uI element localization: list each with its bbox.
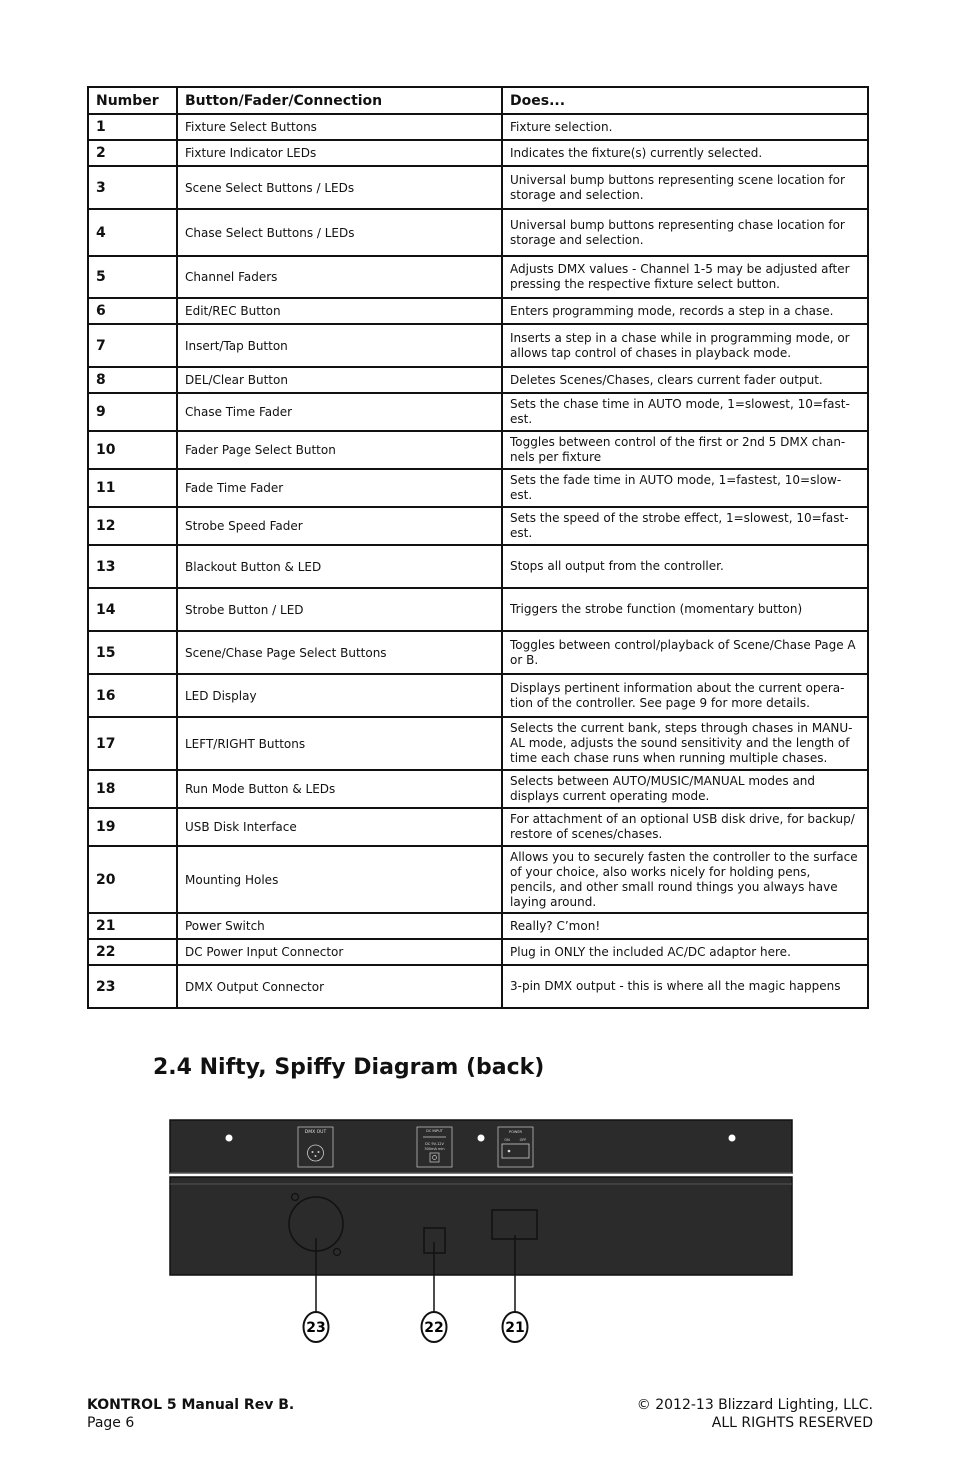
table-row (88, 431, 868, 469)
row-control-name: Blackout Button & LED (177, 545, 502, 588)
mounting-hole (729, 1135, 736, 1142)
row-number: 9 (88, 393, 177, 431)
row-number: 4 (88, 209, 177, 256)
row-number: 5 (88, 256, 177, 298)
table-header-row (88, 87, 868, 114)
svg-text:21: 21 (505, 1320, 525, 1336)
svg-text:ON: ON (504, 1138, 510, 1142)
table-row (88, 140, 868, 166)
row-description: Sets the fade time in AUTO mode, 1=fastest, 10=slow- est. (502, 469, 868, 507)
table-row (88, 507, 868, 545)
header-number: Number (88, 87, 177, 114)
section-title: 2.4 Nifty, Spiffy Diagram (back) (153, 1055, 545, 1080)
header-name: Button/Fader/Connection (177, 87, 502, 114)
row-control-name: Run Mode Button & LEDs (177, 770, 502, 808)
footer-right (637, 1396, 873, 1432)
table-body (88, 114, 868, 1008)
row-description: Displays pertinent information about the current opera- tion of the controller. See page 9 for more details. (502, 674, 868, 717)
svg-text:OFF: OFF (519, 1138, 527, 1142)
callout-21 (503, 1312, 528, 1342)
page-number: Page 6 (87, 1415, 135, 1431)
row-description: Sets the speed of the strobe effect, 1=slowest, 10=fast- est. (502, 507, 868, 545)
svg-text:23: 23 (306, 1320, 326, 1336)
table-row (88, 674, 868, 717)
row-description: Enters programming mode, records a step in a chase. (502, 298, 868, 324)
table-row (88, 256, 868, 298)
manual-title: KONTROL 5 Manual Rev B. (87, 1397, 295, 1413)
copyright: © 2012-13 Blizzard Lighting, LLC. (636, 1397, 873, 1413)
row-number: 15 (88, 631, 177, 674)
row-description: Selects between AUTO/MUSIC/MANUAL modes and displays current operating mode. (502, 770, 868, 808)
row-control-name: Scene/Chase Page Select Buttons (177, 631, 502, 674)
row-description: Toggles between control of the first or 2nd 5 DMX chan- nels per fixture (502, 431, 868, 469)
row-control-name: Insert/Tap Button (177, 324, 502, 367)
row-description: Fixture selection. (502, 114, 868, 140)
table-row (88, 717, 868, 770)
row-control-name: Channel Faders (177, 256, 502, 298)
row-description: Inserts a step in a chase while in programming mode, or allows tap control of chases in playback mode. (502, 324, 868, 367)
table-row (88, 469, 868, 507)
power-switch (492, 1210, 537, 1239)
row-number: 7 (88, 324, 177, 367)
row-number: 16 (88, 674, 177, 717)
row-number: 14 (88, 588, 177, 631)
table-row (88, 965, 868, 1008)
row-number: 23 (88, 965, 177, 1008)
row-number: 1 (88, 114, 177, 140)
row-description: Universal bump buttons representing chase location for storage and selection. (502, 209, 868, 256)
row-description: Selects the current bank, steps through chases in MANU- AL mode, adjusts the sound sensitivity and the length of time each chase runs when running multiple chases. (502, 717, 868, 770)
table-row (88, 324, 868, 367)
row-control-name: Scene Select Buttons / LEDs (177, 166, 502, 209)
row-number: 10 (88, 431, 177, 469)
table-row (88, 939, 868, 965)
row-control-name: Edit/REC Button (177, 298, 502, 324)
row-description: Really? C’mon! (502, 913, 868, 939)
row-number: 3 (88, 166, 177, 209)
row-number: 6 (88, 298, 177, 324)
table-row (88, 631, 868, 674)
row-number: 12 (88, 507, 177, 545)
svg-text:DMX OUT: DMX OUT (304, 1130, 327, 1135)
row-control-name: DMX Output Connector (177, 965, 502, 1008)
row-description: Indicates the fixture(s) currently selected. (502, 140, 868, 166)
svg-text:22: 22 (424, 1320, 444, 1336)
row-control-name: Fade Time Fader (177, 469, 502, 507)
footer-left (87, 1396, 294, 1432)
row-control-name: DC Power Input Connector (177, 939, 502, 965)
mounting-hole (226, 1135, 233, 1142)
row-control-name: Chase Time Fader (177, 393, 502, 431)
row-description: Universal bump buttons representing scene location for storage and selection. (502, 166, 868, 209)
rights-reserved: ALL RIGHTS RESERVED (711, 1415, 873, 1431)
row-description: Sets the chase time in AUTO mode, 1=slowest, 10=fast- est. (502, 393, 868, 431)
row-control-name: Strobe Button / LED (177, 588, 502, 631)
back-panel-bottom (170, 1177, 792, 1275)
row-control-name: Mounting Holes (177, 846, 502, 913)
row-description: Triggers the strobe function (momentary button) (502, 588, 868, 631)
svg-text:300mA min: 300mA min (424, 1147, 445, 1151)
table-row (88, 913, 868, 939)
callout-22 (422, 1312, 447, 1342)
table-row (88, 588, 868, 631)
table-row (88, 846, 868, 913)
back-panel-diagram (165, 1115, 800, 1350)
row-control-name: Fixture Select Buttons (177, 114, 502, 140)
row-number: 22 (88, 939, 177, 965)
row-number: 13 (88, 545, 177, 588)
row-control-name: Power Switch (177, 913, 502, 939)
svg-text:DC 9V-12V: DC 9V-12V (425, 1142, 444, 1146)
row-description: Toggles between control/playback of Scene/Chase Page A or B. (502, 631, 868, 674)
table-row (88, 209, 868, 256)
row-control-name: Strobe Speed Fader (177, 507, 502, 545)
table-row (88, 808, 868, 846)
row-number: 11 (88, 469, 177, 507)
table-row (88, 298, 868, 324)
mounting-hole (478, 1135, 485, 1142)
table-row (88, 114, 868, 140)
table-row (88, 393, 868, 431)
row-control-name: Fader Page Select Button (177, 431, 502, 469)
callout-23 (304, 1312, 329, 1342)
table-row (88, 367, 868, 393)
row-number: 18 (88, 770, 177, 808)
row-description: Allows you to securely fasten the controller to the surface of your choice, also works nicely for holding pens, pencils, and other small round things you always have laying around. (502, 846, 868, 913)
row-description: Plug in ONLY the included AC/DC adaptor here. (502, 939, 868, 965)
row-control-name: USB Disk Interface (177, 808, 502, 846)
row-control-name: DEL/Clear Button (177, 367, 502, 393)
row-number: 17 (88, 717, 177, 770)
svg-text:POWER: POWER (509, 1130, 522, 1134)
table-row (88, 770, 868, 808)
row-control-name: Chase Select Buttons / LEDs (177, 209, 502, 256)
table-row (88, 166, 868, 209)
row-number: 20 (88, 846, 177, 913)
svg-text:DC INPUT: DC INPUT (426, 1129, 443, 1133)
header-does: Does... (502, 87, 868, 114)
reference-table (87, 86, 869, 1009)
back-panel-top (170, 1120, 792, 1173)
row-control-name: Fixture Indicator LEDs (177, 140, 502, 166)
row-control-name: LED Display (177, 674, 502, 717)
row-number: 8 (88, 367, 177, 393)
table-row (88, 545, 868, 588)
row-control-name: LEFT/RIGHT Buttons (177, 717, 502, 770)
row-description: Adjusts DMX values - Channel 1-5 may be adjusted after pressing the respective fixture select button. (502, 256, 868, 298)
row-description: Deletes Scenes/Chases, clears current fader output. (502, 367, 868, 393)
row-number: 21 (88, 913, 177, 939)
row-description: Stops all output from the controller. (502, 545, 868, 588)
row-description: 3-pin DMX output - this is where all the magic happens (502, 965, 868, 1008)
row-number: 2 (88, 140, 177, 166)
row-number: 19 (88, 808, 177, 846)
row-description: For attachment of an optional USB disk drive, for backup/ restore of scenes/chases. (502, 808, 868, 846)
